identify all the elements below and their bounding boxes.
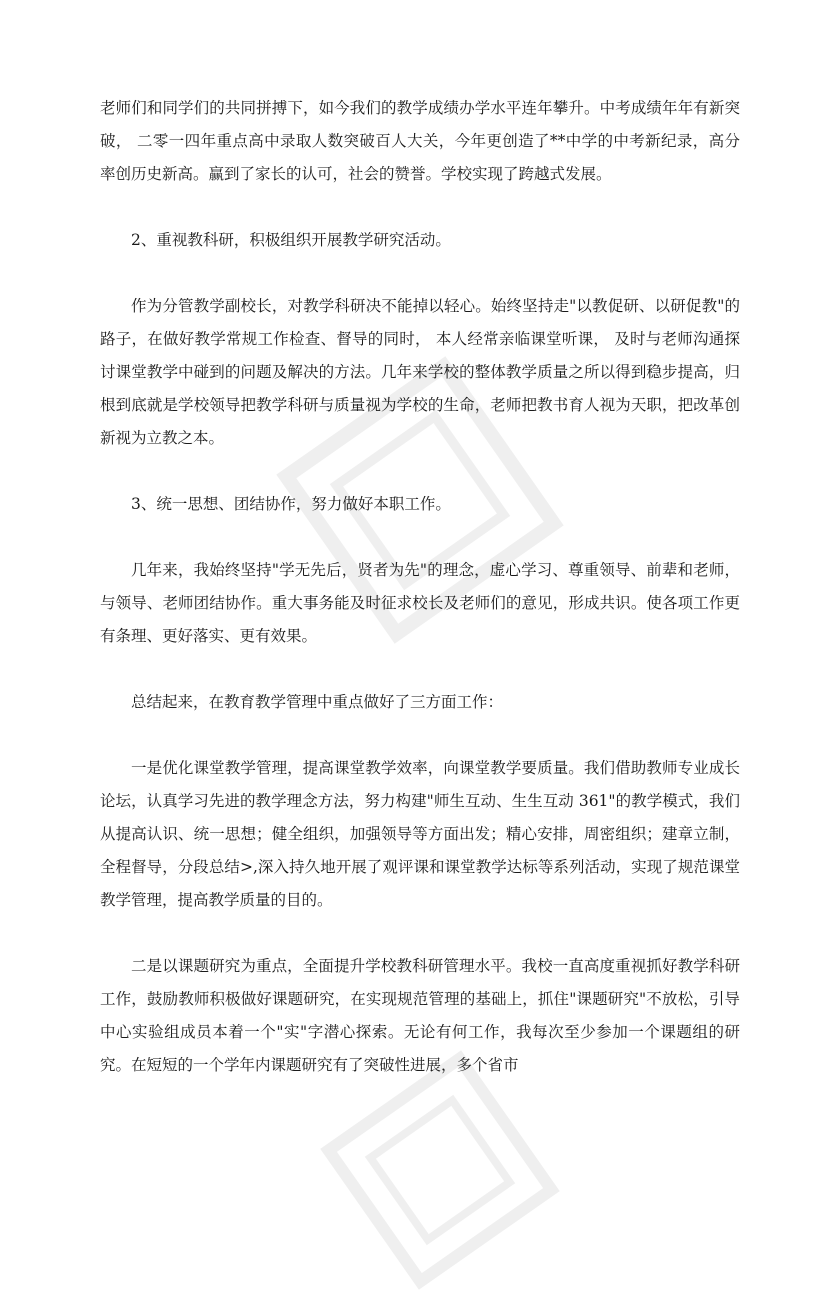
paragraph: 总结起来，在教育教学管理中重点做好了三方面工作： (131, 693, 504, 711)
section-heading: 3、统一思想、团结协作，努力做好本职工作。 (131, 495, 451, 513)
paragraph: 作为分管教学副校长，对教学科研决不能掉以轻心。始终坚持走"以教促研、以研促教"的路子，在做好教学常规工作检查、督导的同时， 本人经常亲临课堂听课， 及时与老师沟通探讨课堂教学中碰到的问题及解决的方法。几年来学校的整体教学质量之所以得到稳步提高，归根到底就是学校领导把教学科研与质量视为学校的生命，老师把教书育人视为天职，把改革创新视为立教之本。 (100, 297, 740, 447)
section-heading: 2、重视教科研，积极组织开展教学研究活动。 (131, 231, 451, 249)
paragraph: 几年来，我始终坚持"学无先后，贤者为先"的理念，虚心学习、尊重领导、前辈和老师，与领导、老师团结协作。重大事务能及时征求校长及老师们的意见，形成共识。使各项工作更有条理、更好落实、更有效果。 (100, 561, 740, 645)
paragraph: 二是以课题研究为重点，全面提升学校教科研管理水平。我校一直高度重视抓好教学科研工作，鼓励教师积极做好课题研究，在实现规范管理的基础上，抓住"课题研究"不放松，引导中心实验组成员本着一个"实"字潜心探索。无论有何工作，我每次至少参加一个课题组的研究。在短短的一个学年内课题研究有了突破性进展，多个省市 (100, 957, 740, 1074)
document-body (100, 92, 740, 1082)
paragraph: 一是优化课堂教学管理，提高课堂教学效率，向课堂教学要质量。我们借助教师专业成长论坛，认真学习先进的教学理念方法，努力构建"师生互动、生生互动 361"的教学模式，我们从提高认识、统一思想；健全组织，加强领导等方面出发；精心安排，周密组织；建章立制，全程督导，分段总结>,深入持久地开展了观评课和课堂教学达标等系列活动，实现了规范课堂教学管理，提高教学质量的目的。 (100, 759, 740, 909)
paragraph: 老师们和同学们的共同拼搏下，如今我们的教学成绩办学水平连年攀升。中考成绩年年有新突破， 二零一四年重点高中录取人数突破百人大关，今年更创造了**中学的中考新纪录，高分率创历史新高。赢到了家长的认可，社会的赞誉。学校实现了跨越式发展。 (100, 99, 740, 183)
